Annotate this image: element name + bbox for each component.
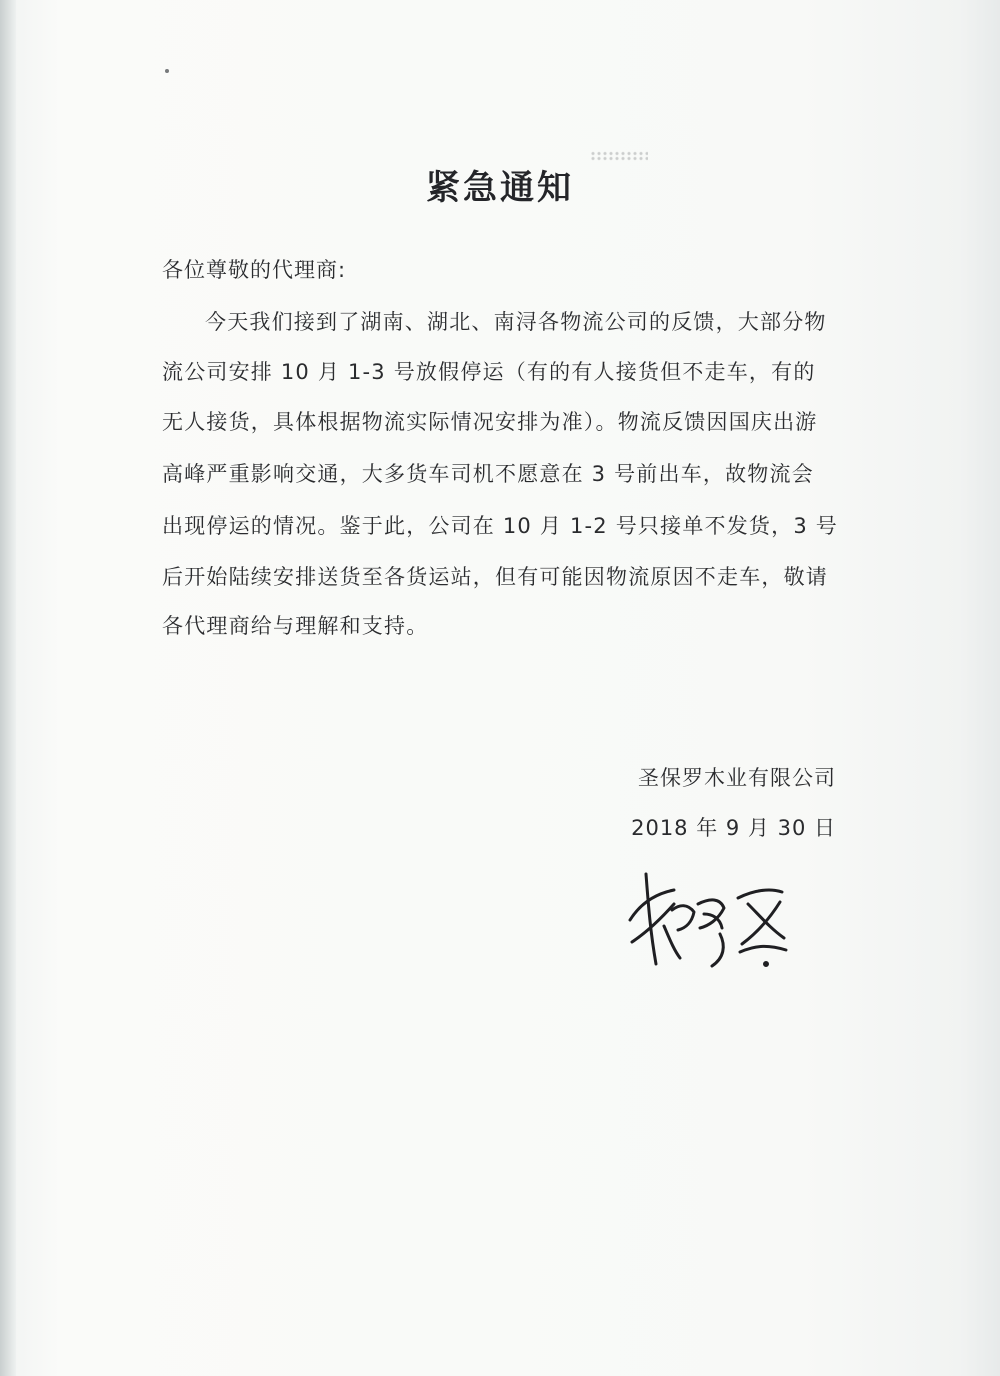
body-line: 流公司安排 10 月 1-3 号放假停运（有的有人接货但不走车，有的 xyxy=(162,360,816,384)
body-line: 高峰严重影响交通，大多货车司机不愿意在 3 号前出车，故物流会 xyxy=(162,462,814,486)
body-line: 今天我们接到了湖南、湖北、南浔各物流公司的反馈，大部分物 xyxy=(205,310,827,334)
signature-icon xyxy=(616,862,796,972)
body-line: 无人接货，具体根据物流实际情况安排为准）。物流反馈因国庆出游 xyxy=(162,410,818,434)
page-title: 紧急通知 xyxy=(426,168,574,208)
document-date: 2018 年 9 月 30 日 xyxy=(631,816,836,840)
salutation: 各位尊敬的代理商: xyxy=(162,258,347,282)
body-line: 后开始陆续安排送货至各货运站，但有可能因物流原因不走车，敬请 xyxy=(162,565,828,589)
company-name: 圣保罗木业有限公司 xyxy=(638,766,836,790)
body-line: 各代理商给与理解和支持。 xyxy=(162,614,429,638)
scan-speck xyxy=(165,69,169,73)
body-line: 出现停运的情况。鉴于此，公司在 10 月 1-2 号只接单不发货，3 号 xyxy=(162,514,838,538)
